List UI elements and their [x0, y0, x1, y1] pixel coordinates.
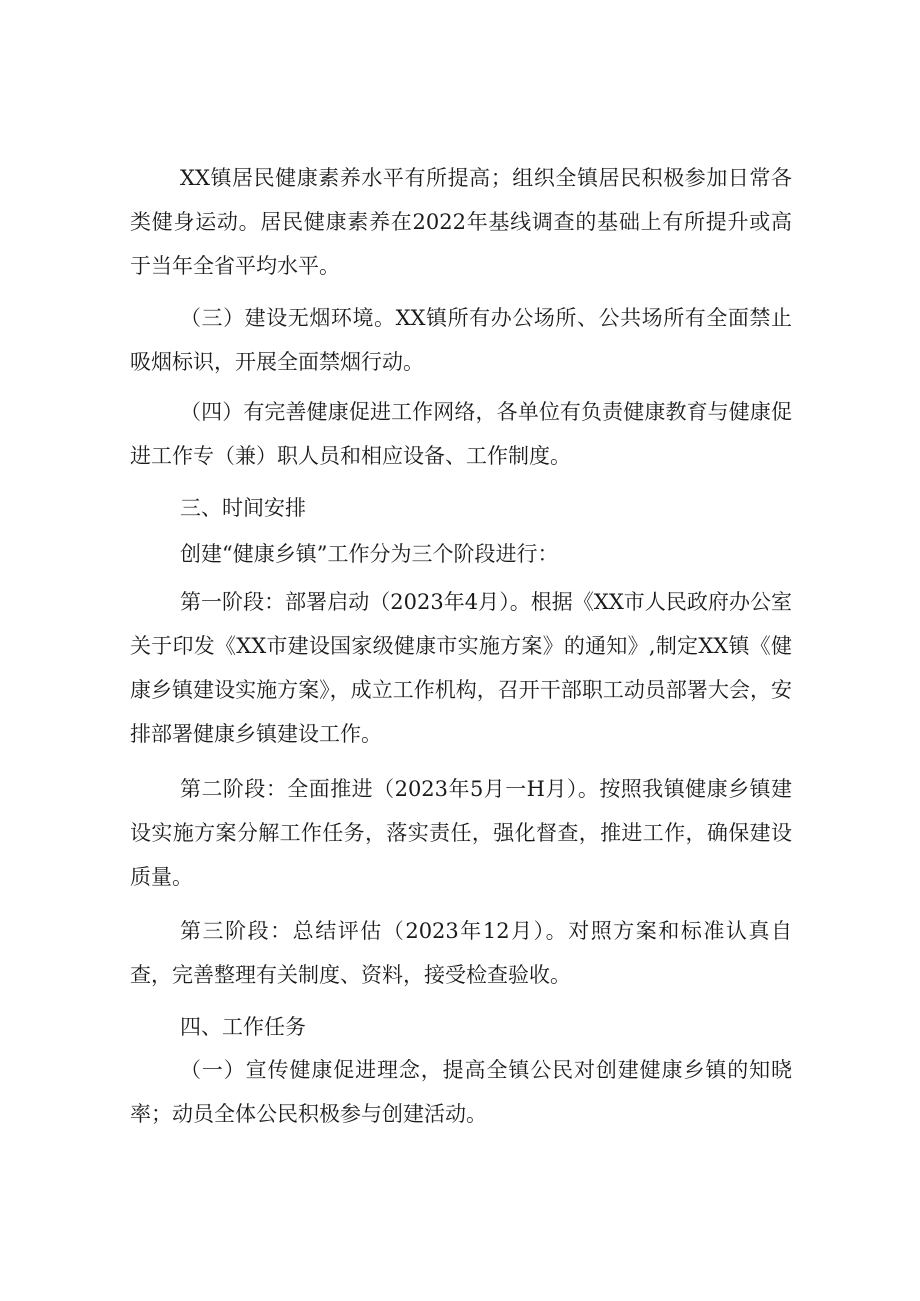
paragraph-stage-two: 第二阶段：全面推进（2023年5月一H月）。按照我镇健康乡镇建设实施方案分解工作任务，落实责任，强化督查，推进工作，确保建设质量。: [130, 777, 792, 889]
paragraph-stage-three: 第三阶段：总结评估（2023年12月）。对照方案和标准认真自查，完善整理有关制度、资料，接受检查验收。: [130, 919, 792, 987]
heading-schedule: 三、时间安排: [180, 496, 306, 520]
paragraph-health-literacy: XX镇居民健康素养水平有所提高；组织全镇居民积极参加日常各类健身运动。居民健康素养在2022年基线调查的基础上有所提升或高于当年全省平均水平。: [130, 166, 792, 278]
heading-work-tasks: 四、工作任务: [180, 1015, 306, 1039]
paragraph-stages-intro: 创建“健康乡镇”工作分为三个阶段进行：: [180, 542, 559, 566]
paragraph-network: （四）有完善健康促进工作网络，各单位有负责健康教育与健康促进工作专（兼）职人员和相应设备、工作制度。: [130, 400, 792, 468]
paragraph-smoke-free: （三）建设无烟环境。XX镇所有办公场所、公共场所有全面禁止吸烟标识，开展全面禁烟行动。: [130, 306, 792, 374]
paragraph-stage-one: 第一阶段：部署启动（2023年4月）。根据《XX市人民政府办公室关于印发《XX市建设国家级健康市实施方案》的通知》,制定XX镇《健康乡镇建设实施方案》，成立工作机构，召开干部职工动员部署大会，安排部署健康乡镇建设工作。: [130, 590, 792, 746]
paragraph-task-one: （一）宣传健康促进理念，提高全镇公民对创建健康乡镇的知晓率；动员全体公民积极参与创建活动。: [130, 1058, 792, 1126]
